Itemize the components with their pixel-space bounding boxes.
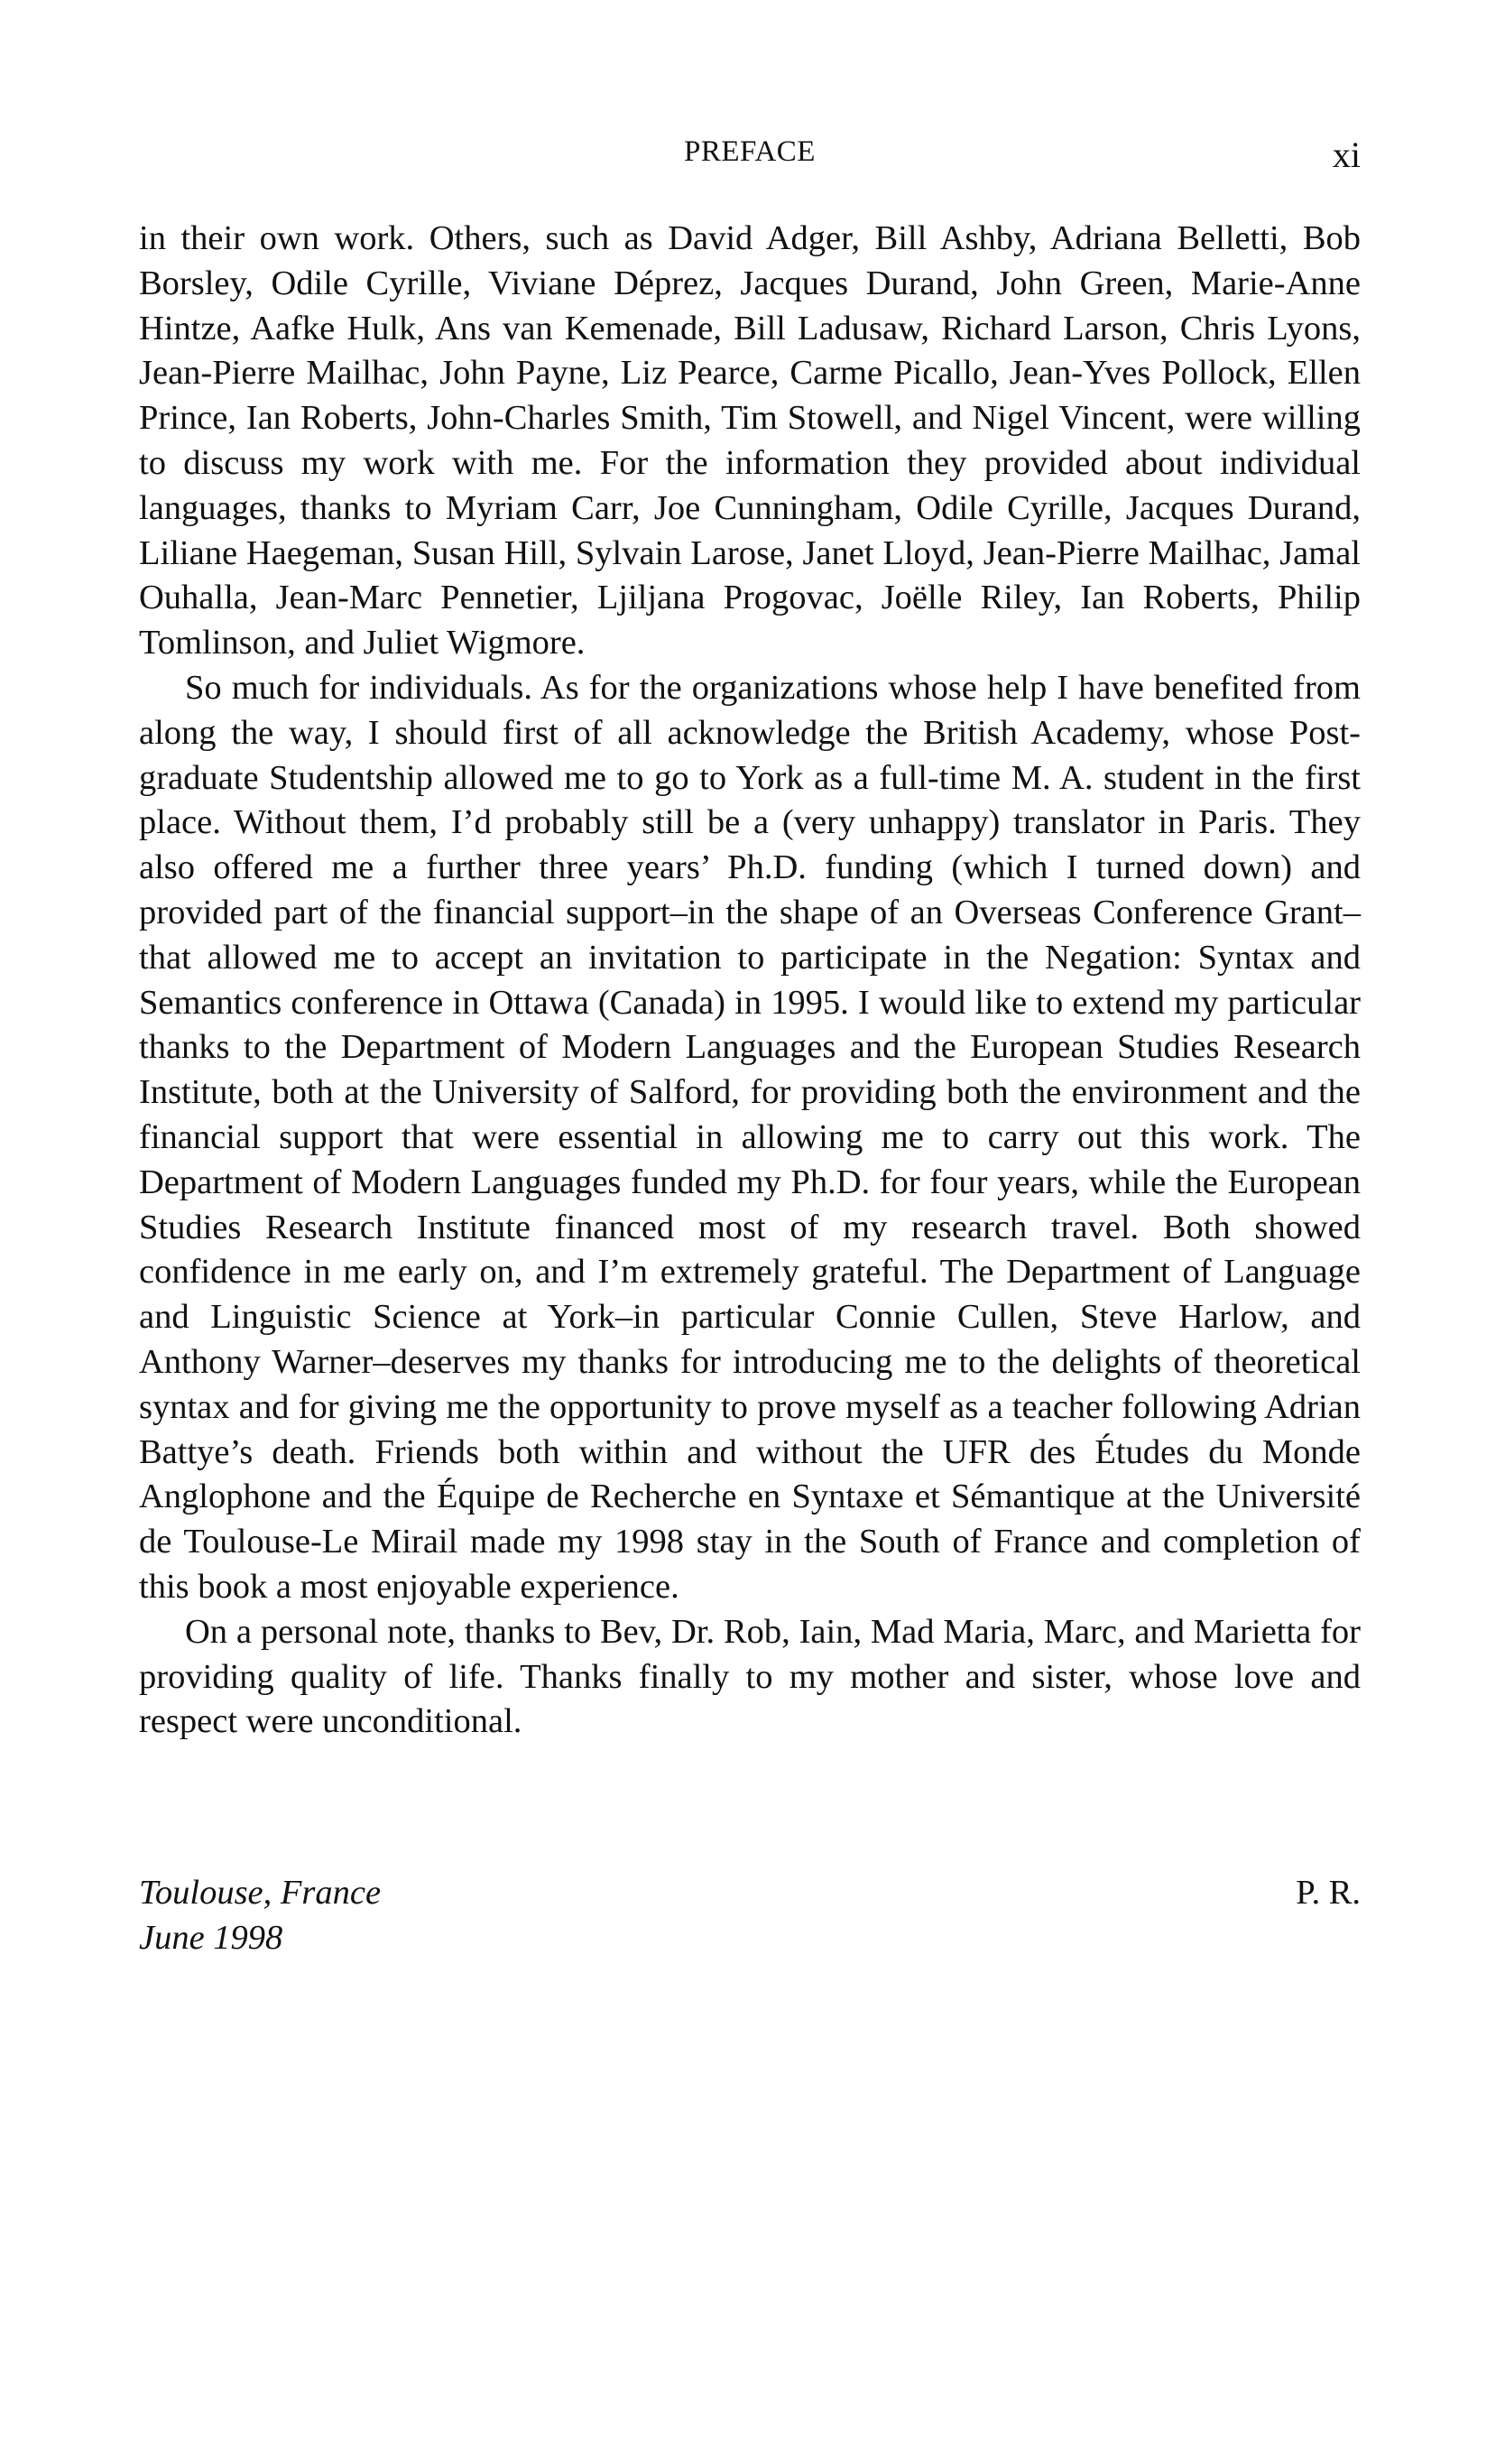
running-head (139, 135, 1361, 175)
paragraph-organizations: So much for individuals. As for the organizations whose help I have benefited from along the way, I should first of all acknowledge the British Academy, whose Post-graduate Studentship allowed me to go to York as a full-time M. A. student in the first place. Without them, I’d probably still be a (very unhappy) translator in Paris. They also offered me a further three years’ Ph.D. funding (which I turned down) and provided part of the financial support–in the shape of an Overseas Conference Grant–that allowed me to accept an invitation to participate in the Negation: Syntax and Semantics conference in Ottawa (Canada) in 1995. I would like to extend my particular thanks to the Department of Modern Languages and the European Studies Research Institute, both at the University of Salford, for providing both the environment and the financial support that were essential in allowing me to carry out this work. The Department of Modern Languages funded my Ph.D. for four years, while the European Studies Research Institute financed most of my research travel. Both showed confidence in me early on, and I’m extremely grateful. The Department of Language and Linguistic Science at York–in particular Connie Cullen, Steve Harlow, and Anthony Warner–deserves my thanks for introducing me to the delights of theoretical syntax and for giving me the opportunity to prove myself as a teacher following Adrian Battye’s death. Friends both within and without the UFR des Études du Monde Anglophone and the Équipe de Recherche en Syntaxe et Sémantique at the Université de Toulouse-Le Mirail made my 1998 stay in the South of France and completion of this book a most enjoyable experience. (139, 668, 1361, 1606)
signoff-date: June 1998 (139, 1919, 283, 1957)
signoff-block (139, 1870, 1361, 1960)
author-initials: P. R. (1296, 1874, 1361, 1912)
paragraph-personal-note: On a personal note, thanks to Bev, Dr. Rob, Iain, Mad Maria, Marc, and Marietta for providing quality of life. Thanks finally to my mother and sister, whose love and respect were unconditional. (139, 1612, 1361, 1741)
paragraph-continuation: in their own work. Others, such as David Adger, Bill Ashby, Adriana Belletti, Bob Borsley, Odile Cyrille, Viviane Déprez, Jacques Durand, John Green, Marie-Anne Hintze, Aafke Hulk, Ans van Kemenade, Bill Ladusaw, Richard Larson, Chris Lyons, Jean-Pierre Mailhac, John Payne, Liz Pearce, Carme Picallo, Jean-Yves Pollock, Ellen Prince, Ian Roberts, John-Charles Smith, Tim Stowell, and Nigel Vincent, were willing to discuss my work with me. For the information they provided about individual languages, thanks to Myriam Carr, Joe Cunningham, Odile Cyrille, Jacques Durand, Liliane Haegeman, Susan Hill, Sylvain Larose, Janet Lloyd, Jean-Pierre Mailhac, Jamal Ouhalla, Jean-Marc Pennetier, Ljiljana Progovac, Joëlle Riley, Ian Roberts, Philip Tomlinson, and Juliet Wigmore. (139, 219, 1361, 662)
preface-body (139, 217, 1361, 1745)
running-title: PREFACE (684, 135, 816, 168)
signoff-place: Toulouse, France (139, 1874, 382, 1912)
page-number: xi (1332, 134, 1361, 175)
